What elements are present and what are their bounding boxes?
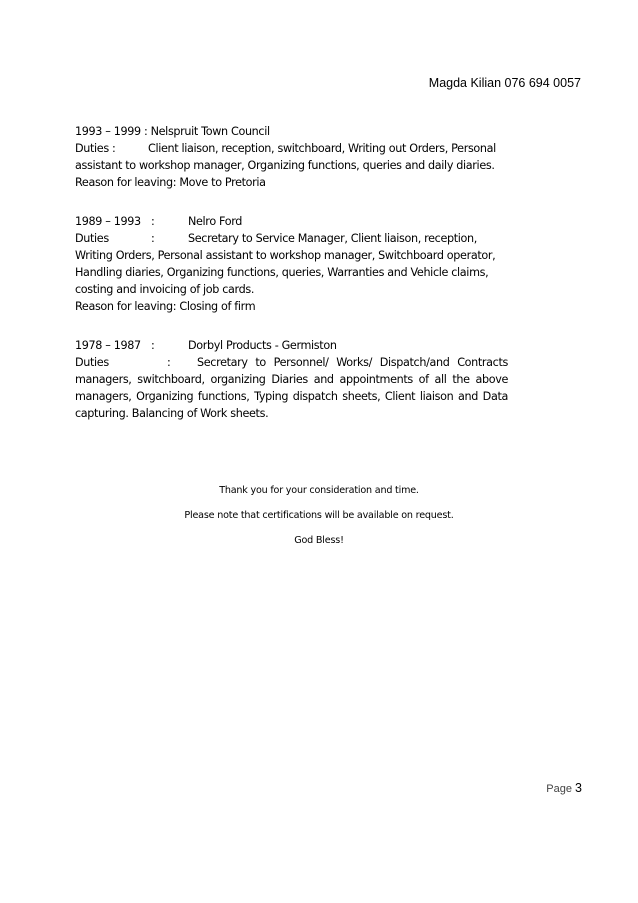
page-number-value: 3	[575, 781, 582, 795]
job-heading	[75, 337, 508, 354]
duties-text: Secretary to Service Manager, Client liaison, reception,	[188, 232, 477, 245]
job-years: 1978 – 1987	[75, 339, 141, 352]
closing-blessing: God Bless!	[294, 535, 344, 546]
job-years: 1989 – 1993	[75, 215, 141, 228]
reason-for-leaving: Reason for leaving: Closing of firm	[75, 300, 256, 313]
job-entry-3	[75, 337, 508, 422]
duties-text: Secretary to Personnel/ Works/ Dispatch/and Contracts	[197, 356, 508, 369]
job-entry-1	[75, 123, 508, 191]
duties-label: Duties	[75, 356, 109, 369]
duties-label: Duties	[75, 232, 109, 245]
reason-for-leaving: Reason for leaving: Move to Pretoria	[75, 176, 266, 189]
duties-colon: :	[151, 232, 155, 245]
closing-note: Please note that certifications will be available on request.	[184, 510, 454, 521]
job-colon: :	[151, 215, 155, 228]
job-heading	[75, 213, 508, 230]
job-entry-2	[75, 213, 508, 315]
closing-thanks: Thank you for your consideration and time.	[219, 485, 419, 496]
job-heading: 1993 – 1999 : Nelspruit Town Council	[75, 125, 270, 138]
page-number	[546, 781, 582, 795]
duties-continuation: managers, switchboard, organizing Diaries and appointments of all the above managers, Organizing functions, Typing dispatch sheets, Client liaison and Data capturing. Balancing of Work sheets.	[75, 373, 508, 420]
duties-label: Duties :	[75, 142, 116, 155]
header-contact: Magda Kilian 076 694 0057	[428, 76, 581, 90]
duties-text: Client liaison, reception, switchboard, Writing out Orders, Personal	[148, 142, 496, 155]
page-label: Page	[546, 783, 572, 795]
duties-continuation: assistant to workshop manager, Organizing functions, queries and daily diaries.	[75, 159, 495, 172]
duties-continuation: Writing Orders, Personal assistant to workshop manager, Switchboard operator,	[75, 249, 496, 262]
job-duties-line	[75, 140, 508, 157]
job-colon: :	[151, 339, 155, 352]
job-duties-line	[75, 230, 508, 247]
job-duties-line	[75, 354, 508, 371]
duties-continuation: costing and invoicing of job cards.	[75, 283, 255, 296]
duties-colon: :	[167, 356, 171, 369]
job-company: Dorbyl Products - Germiston	[188, 339, 337, 352]
duties-continuation: Handling diaries, Organizing functions, queries, Warranties and Vehicle claims,	[75, 266, 489, 279]
job-company: Nelro Ford	[188, 215, 242, 228]
